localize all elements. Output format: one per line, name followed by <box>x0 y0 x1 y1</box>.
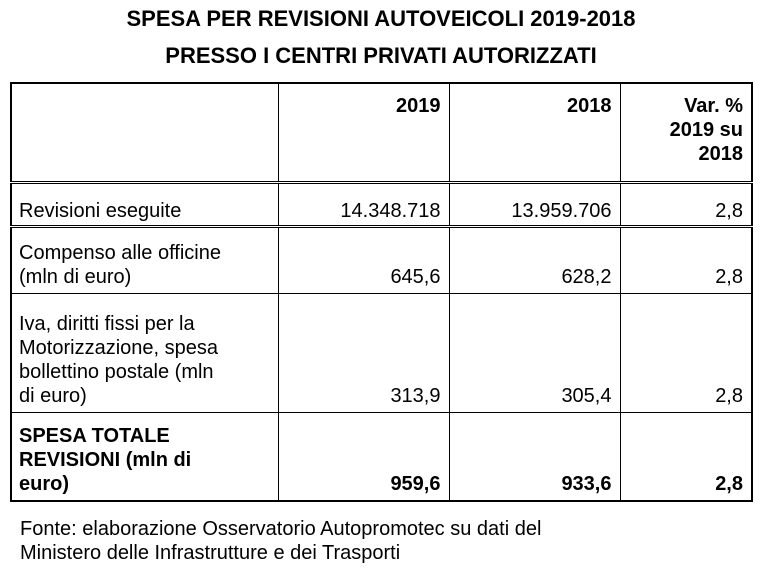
value-2019: 959,6 <box>278 412 449 501</box>
row-label-line: REVISIONI (mln di <box>19 449 192 471</box>
header-variation-line-3: 2018 <box>698 143 743 165</box>
source-line: Fonte: elaborazione Osservatorio Autopromotec su dati del <box>20 518 542 540</box>
value-2019: 313,9 <box>278 293 449 412</box>
source-line: Ministero delle Infrastrutture e dei Trasporti <box>20 542 401 564</box>
header-variation-line-1: Var. % <box>684 95 743 117</box>
row-label <box>11 412 278 501</box>
value-variation: 2,8 <box>620 182 752 226</box>
value-variation: 2,8 <box>620 412 752 501</box>
value-variation: 2,8 <box>620 293 752 412</box>
row-label: Revisioni eseguite <box>11 182 278 226</box>
row-label-line: bollettino postale (mln <box>19 360 214 383</box>
row-label-line: di euro) <box>19 384 87 407</box>
title-line-2: PRESSO I CENTRI PRIVATI AUTORIZZATI <box>165 43 597 68</box>
header-variation-line-2: 2019 su <box>669 119 743 141</box>
row-label <box>11 293 278 412</box>
value-2019: 645,6 <box>278 226 449 293</box>
row-label-line: SPESA TOTALE <box>19 425 170 447</box>
row-label-line: Motorizzazione, spesa <box>19 336 218 359</box>
value-2018: 305,4 <box>449 293 620 412</box>
title-line-1: SPESA PER REVISIONI AUTOVEICOLI 2019-2018 <box>126 6 636 31</box>
row-label-line: euro) <box>19 473 69 495</box>
row-label <box>11 226 278 293</box>
value-variation: 2,8 <box>620 226 752 293</box>
header-variation <box>620 83 752 182</box>
value-2018: 13.959.706 <box>449 182 620 226</box>
row-label-line: Compenso alle officine <box>19 241 221 264</box>
value-2018: 933,6 <box>449 412 620 501</box>
row-label-line: Iva, diritti fissi per la <box>19 312 195 335</box>
row-label-line: (mln di euro) <box>19 265 132 288</box>
table-row <box>11 182 752 226</box>
value-2018: 628,2 <box>449 226 620 293</box>
header-2019: 2019 <box>278 83 449 182</box>
header-2018: 2018 <box>449 83 620 182</box>
table-row-total <box>11 412 752 501</box>
value-2019: 14.348.718 <box>278 182 449 226</box>
data-table <box>10 82 753 502</box>
table-header-row <box>11 83 752 182</box>
source-note <box>20 517 541 565</box>
header-empty-cell <box>11 83 278 182</box>
table-row <box>11 293 752 412</box>
table-row <box>11 226 752 293</box>
